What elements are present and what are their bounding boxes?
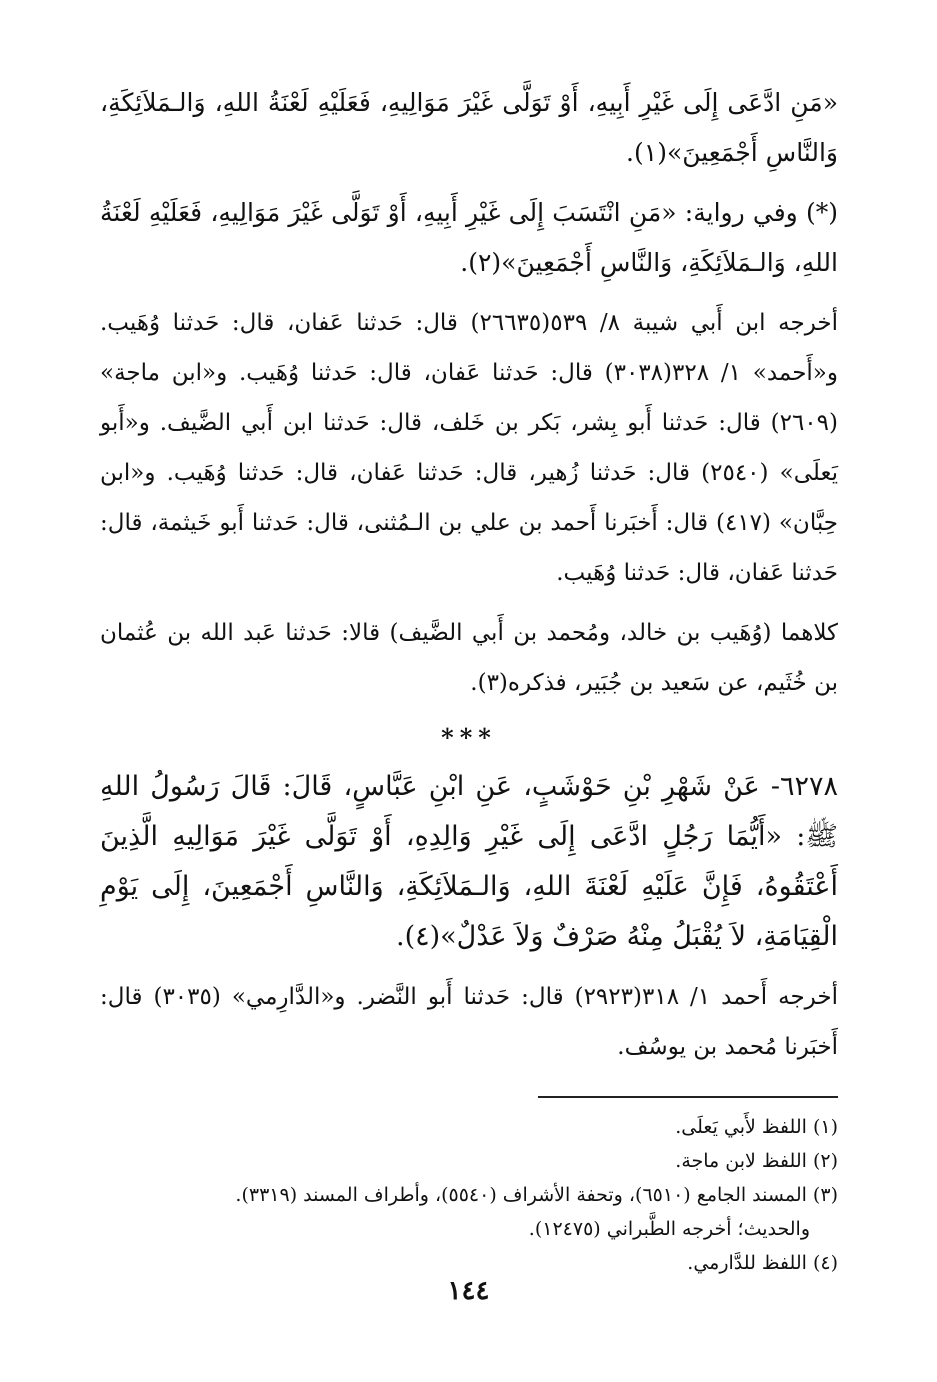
- footnote-divider: [538, 1096, 838, 1098]
- chain-summary: كلاهما (وُهَيب بن خالد، ومُحمد بن أَبي الضَّيف) قالا: حَدثنا عَبد الله بن عُثمان بن خُثَيم، عن سَعيد بن جُبَير، فذكره(٣).: [100, 620, 838, 696]
- hadith-text: «أَيُّمَا رَجُلٍ ادَّعَى إِلَى غَيْرِ وَالِدِهِ، أَوْ تَوَلَّى غَيْرَ مَوَالِيهِ الَّذِينَ أَعْتَقُوهُ، فَإِنَّ عَلَيْهِ لَعْنَةَ اللهِ، وَالـمَلاَئِكَةِ، وَالنَّاسِ أَجْمَعِينَ، إِلَى يَوْمِ الْقِيَامَةِ، لاَ يُقْبَلُ مِنْهُ صَرْفٌ وَلاَ عَدْلٌ»(٤).: [100, 821, 838, 952]
- alternate-narration: (*) وفي رواية: «مَنِ انْتَسَبَ إِلَى غَيْرِ أَبِيهِ، أَوْ تَوَلَّى غَيْرَ مَوَالِيهِ، فَعَلَيْهِ لَعْنَةُ اللهِ، وَالـمَلاَئِكَةِ، وَالنَّاسِ أَجْمَعِينَ»(٢).: [100, 198, 838, 277]
- footnotes: [100, 1110, 838, 1280]
- footnote-3: (٣) المسند الجامع (٦٥١٠)، وتحفة الأشراف (٥٥٤٠)، وأطراف المسند (٣٣١٩).: [235, 1184, 838, 1206]
- section-separator: ***: [441, 723, 497, 752]
- footnote-4: (٤) اللفظ للدَّارمي.: [687, 1252, 838, 1274]
- footnote-1: (١) اللفظ لأَبي يَعلَى.: [675, 1116, 838, 1138]
- final-source-citation: أخرجه أَحمد ١/ ٣١٨(٢٩٢٣) قال: حَدثنا أَبو النَّضر. و«الدَّارِمي» (٣٠٣٥) قال: أَخبَرنا مُحمد بن يوسُف.: [100, 984, 838, 1060]
- footnote-2: (٢) اللفظ لابن ماجة.: [675, 1150, 838, 1172]
- source-citation: أخرجه ابن أَبي شيبة ٨/ ٥٣٩(٢٦٦٣٥) قال: حَدثنا عَفان، قال: حَدثنا وُهَيب. و«أَحمد» ١/ ٣٢٨(٣٠٣٨) قال: حَدثنا عَفان، قال: حَدثنا وُهَيب. و«ابن ماجة» (٢٦٠٩) قال: حَدثنا أَبو بِشر، بَكر بن خَلف، قال: حَدثنا ابن أَبي الضَّيف. و«أَبو يَعلَى» (٢٥٤٠) قال: حَدثنا زُهير، قال: حَدثنا عَفان، قال: حَدثنا وُهَيب. و«ابن حِبَّان» (٤١٧) قال: أَخبَرنا أَحمد بن علي بن الـمُثنى، قال: حَدثنا أَبو خَيثمة، قال: حَدثنا عَفان، قال: حَدثنا وُهَيب.: [100, 310, 838, 586]
- page-body: [100, 78, 838, 1280]
- footnote-3-continuation: والحديث؛ أخرجه الطَّبراني (١٢٤٧٥).: [528, 1218, 810, 1240]
- hadith-continuation: «مَنِ ادَّعَى إِلَى غَيْرِ أَبِيهِ، أَوْ تَوَلَّى غَيْرَ مَوَالِيهِ، فَعَلَيْهِ لَعْنَةُ اللهِ، وَالـمَلاَئِكَةِ، وَالنَّاسِ أَجْمَعِينَ»(١).: [100, 88, 838, 167]
- hadith-6278: [100, 762, 838, 962]
- hadith-intro: ٦٢٧٨- عَنْ شَهْرِ بْنِ حَوْشَبٍ، عَنِ ابْنِ عَبَّاسٍ، قَالَ: قَالَ رَسُولُ اللهِ ﷺ:: [100, 771, 838, 852]
- page-number: ١٤٤: [447, 1276, 490, 1306]
